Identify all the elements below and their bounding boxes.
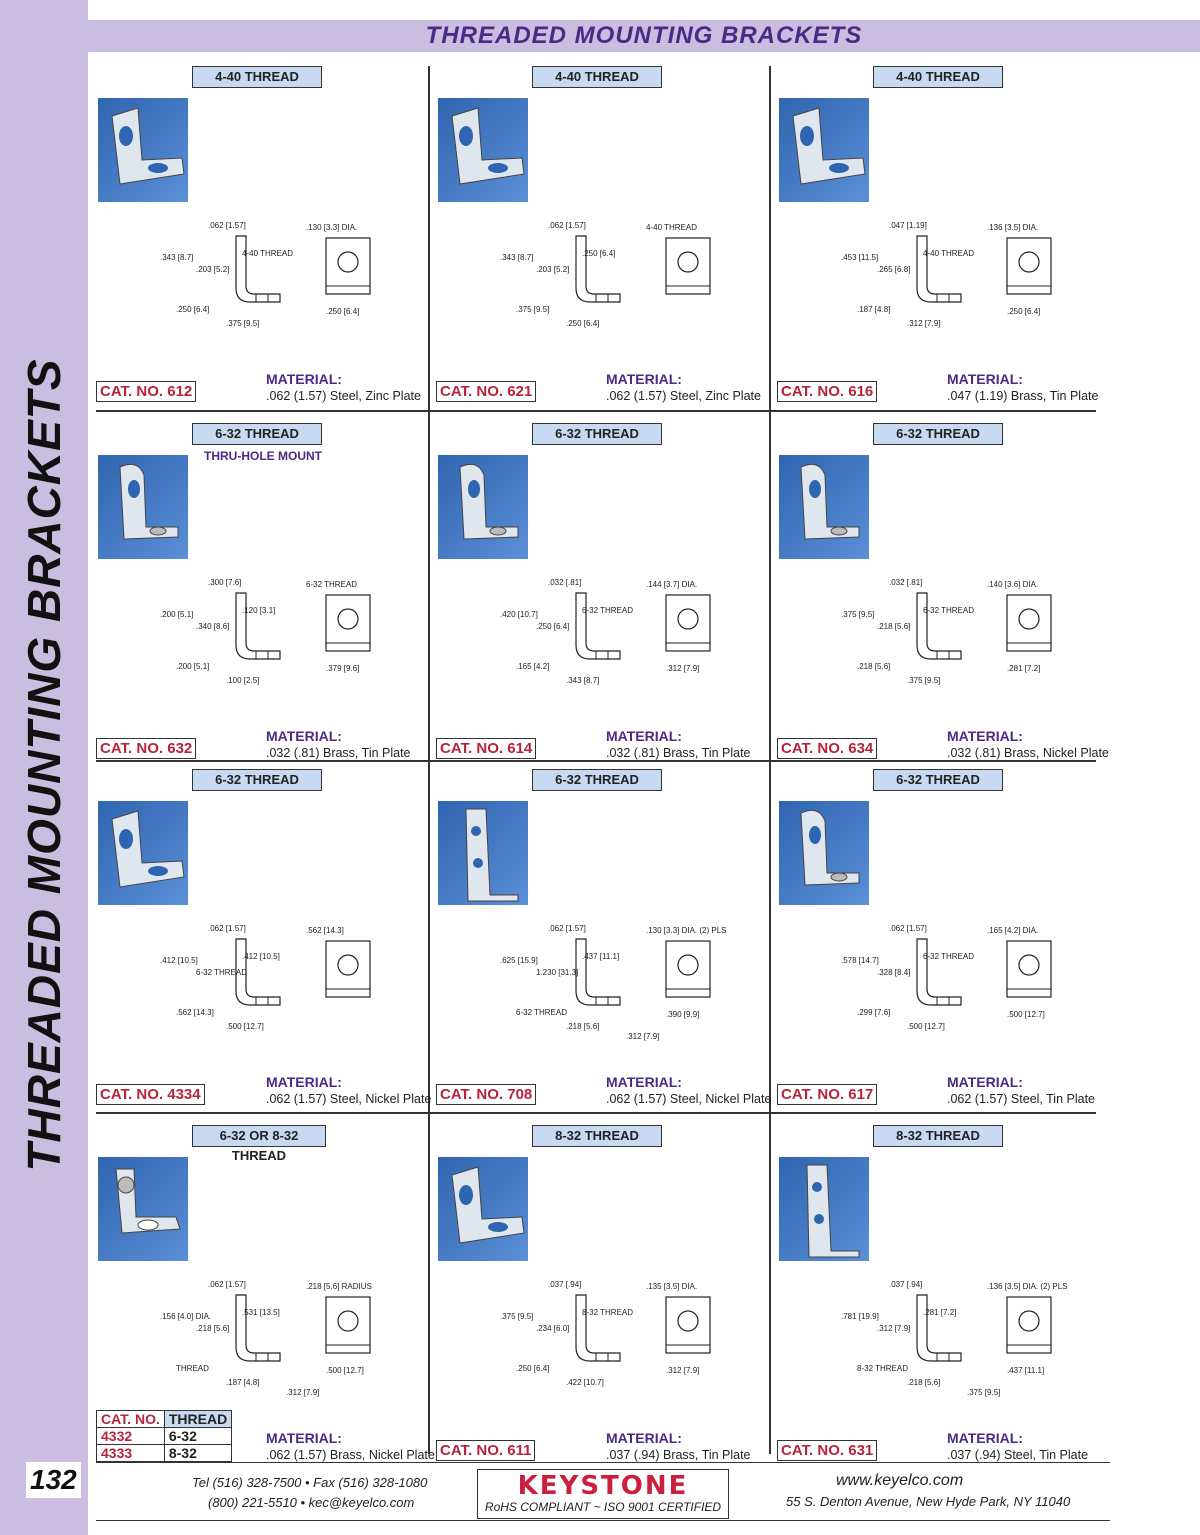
dimension-label: 1.230 [31.3] xyxy=(536,968,579,977)
dimension-label: .062 [1.57] xyxy=(208,924,246,933)
dimension-label: 4-40 THREAD xyxy=(646,223,697,232)
dimension-label: .265 [6.8] xyxy=(877,265,911,274)
material-heading: MATERIAL: xyxy=(266,728,342,744)
footer-divider xyxy=(96,1520,1110,1521)
dimension-label: 6-32 THREAD xyxy=(196,968,247,977)
thread-label: 6-32 OR 8-32 THREAD xyxy=(192,1125,326,1147)
dimension-label: .420 [10.7] xyxy=(500,610,538,619)
dimension-label: .328 [8.4] xyxy=(877,968,911,977)
dimension-drawing xyxy=(837,573,1117,743)
product-photo xyxy=(438,98,528,202)
material-heading: MATERIAL: xyxy=(266,1430,342,1446)
dimension-label: .312 [7.9] xyxy=(666,1366,700,1375)
material-heading: MATERIAL: xyxy=(266,371,342,387)
dimension-drawing xyxy=(496,216,776,386)
table-header: THREAD xyxy=(164,1411,231,1428)
thread-label: 6-32 THREAD xyxy=(532,769,662,791)
dimension-drawing xyxy=(496,919,776,1089)
dimension-label: .250 [6.4] xyxy=(536,622,570,631)
dimension-label: .062 [1.57] xyxy=(548,221,586,230)
product-photo xyxy=(98,455,188,559)
catalog-number: CAT. NO. 617 xyxy=(777,1084,877,1105)
material-heading: MATERIAL: xyxy=(606,728,682,744)
dimension-label: .135 [3.5] DIA. xyxy=(646,1282,698,1291)
dimension-label: 6-32 THREAD xyxy=(582,606,633,615)
material-spec: .037 (.94) Brass, Tin Plate xyxy=(606,1448,751,1462)
material-spec: .032 (.81) Brass, Tin Plate xyxy=(606,746,751,760)
thread-label: 6-32 THREAD xyxy=(873,769,1003,791)
dimension-label: .203 [5.2] xyxy=(196,265,230,274)
thread-label: 4-40 THREAD xyxy=(873,66,1003,88)
thread-label: 6-32 THREAD xyxy=(192,769,322,791)
dimension-label: .625 [15.9] xyxy=(500,956,538,965)
dimension-drawing xyxy=(837,919,1117,1089)
catalog-number: CAT. NO. 616 xyxy=(777,381,877,402)
product-cell xyxy=(96,769,432,1114)
mount-type-label: THRU-HOLE MOUNT xyxy=(204,449,322,463)
address: 55 S. Denton Avenue, New Hyde Park, NY 11040 xyxy=(786,1494,1071,1509)
material-spec: .062 (1.57) Steel, Nickel Plate xyxy=(266,1092,432,1106)
dimension-label: .218 [5.6] xyxy=(907,1378,941,1387)
material-heading: MATERIAL: xyxy=(947,371,1023,387)
material-spec: .062 (1.57) Steel, Tin Plate xyxy=(947,1092,1096,1106)
table-cell: 4333 xyxy=(97,1445,165,1462)
table-cell: 4332 xyxy=(97,1428,165,1445)
dimension-label: 8-32 THREAD xyxy=(582,1308,633,1317)
product-cell xyxy=(436,769,772,1114)
dimension-drawing xyxy=(837,216,1117,386)
dimension-label: .218 [5.6] RADIUS xyxy=(306,1282,372,1291)
catalog-number: CAT. NO. 621 xyxy=(436,381,536,402)
dimension-label: .578 [14.7] xyxy=(841,956,879,965)
dimension-label: .412 [10.5] xyxy=(160,956,198,965)
dimension-label: .218 [5.6] xyxy=(566,1022,600,1031)
product-cell xyxy=(777,423,1113,768)
dimension-label: .375 [9.5] xyxy=(500,1312,534,1321)
dimension-label: 8-32 THREAD xyxy=(857,1364,908,1373)
table-row xyxy=(97,1428,232,1445)
dimension-label: .343 [8.7] xyxy=(566,676,600,685)
material-heading: MATERIAL: xyxy=(947,728,1023,744)
dimension-label: 4-40 THREAD xyxy=(242,249,293,258)
page-title: THREADED MOUNTING BRACKETS xyxy=(425,22,863,49)
logo-box xyxy=(477,1469,729,1519)
table-header: CAT. NO. xyxy=(97,1411,165,1428)
dimension-label: .312 [7.9] xyxy=(286,1388,320,1397)
material-heading: MATERIAL: xyxy=(606,371,682,387)
dimension-drawing xyxy=(496,1275,776,1445)
product-cell xyxy=(436,423,772,768)
dimension-label: .379 [9.6] xyxy=(326,664,360,673)
product-cell xyxy=(436,1125,772,1470)
dimension-label: .781 [19.9] xyxy=(841,1312,879,1321)
material-spec: .062 (1.57) Steel, Zinc Plate xyxy=(606,389,761,403)
thread-label: 6-32 THREAD xyxy=(532,423,662,445)
table-cell: 6-32 xyxy=(164,1428,231,1445)
dimension-label: .218 [5.6] xyxy=(877,622,911,631)
material-spec: .047 (1.19) Brass, Tin Plate xyxy=(947,389,1099,403)
footer-phone: Tel (516) 328-7500 • Fax (516) 328-1080 xyxy=(192,1475,428,1490)
dimension-label: .437 [11.1] xyxy=(1007,1366,1045,1375)
product-cell xyxy=(777,769,1113,1114)
dimension-label: .422 [10.7] xyxy=(566,1378,604,1387)
website-link[interactable]: www.keyelco.com xyxy=(836,1472,964,1489)
product-photo xyxy=(438,801,528,905)
dimension-label: .500 [12.7] xyxy=(326,1366,364,1375)
dimension-label: .100 [2.5] xyxy=(226,676,260,685)
dimension-label: .062 [1.57] xyxy=(889,924,927,933)
dimension-label: .375 [9.5] xyxy=(841,610,875,619)
dimension-label: .187 [4.8] xyxy=(857,305,891,314)
material-spec: .062 (1.57) Steel, Nickel Plate xyxy=(606,1092,772,1106)
catalog-number: CAT. NO. 614 xyxy=(436,738,536,759)
product-cell xyxy=(96,423,432,768)
dimension-label: .250 [6.4] xyxy=(566,319,600,328)
dimension-label: .562 [14.3] xyxy=(306,926,344,935)
product-cell xyxy=(96,66,432,411)
footer-divider xyxy=(96,1462,1110,1463)
product-photo xyxy=(779,801,869,905)
product-photo xyxy=(98,801,188,905)
dimension-label: .144 [3.7] DIA. xyxy=(646,580,698,589)
dimension-label: .562 [14.3] xyxy=(176,1008,214,1017)
dimension-drawing xyxy=(837,1275,1117,1445)
dimension-label: .140 [3.6] DIA. xyxy=(987,580,1039,589)
catalog-number: CAT. NO. 632 xyxy=(96,738,196,759)
dimension-label: .300 [7.6] xyxy=(208,578,242,587)
dimension-drawing xyxy=(156,919,436,1089)
material-spec: .062 (1.57) Steel, Zinc Plate xyxy=(266,389,421,403)
dimension-label: .047 [1.19] xyxy=(889,221,927,230)
product-cell xyxy=(777,1125,1113,1470)
thread-label: 4-40 THREAD xyxy=(532,66,662,88)
dimension-label: .312 [7.9] xyxy=(626,1032,660,1041)
dimension-label: .218 [5.6] xyxy=(196,1324,230,1333)
dimension-label: .165 [4.2] xyxy=(516,662,550,671)
dimension-label: .203 [5.2] xyxy=(536,265,570,274)
dimension-label: .312 [7.9] xyxy=(907,319,941,328)
catalog-number: CAT. NO. 634 xyxy=(777,738,877,759)
material-heading: MATERIAL: xyxy=(606,1074,682,1090)
product-photo xyxy=(438,1157,528,1261)
catalog-table xyxy=(96,1410,232,1462)
thread-label: 8-32 THREAD xyxy=(873,1125,1003,1147)
page-number: 132 xyxy=(26,1462,81,1498)
dimension-label: .500 [12.7] xyxy=(226,1022,264,1031)
dimension-label: THREAD xyxy=(176,1364,209,1373)
dimension-label: .200 [5.1] xyxy=(176,662,210,671)
dimension-drawing xyxy=(156,216,436,386)
dimension-label: 4-40 THREAD xyxy=(923,249,974,258)
product-photo xyxy=(98,1157,188,1261)
dimension-label: .250 [6.4] xyxy=(326,307,360,316)
dimension-drawing xyxy=(156,573,436,743)
side-title: THREADED MOUNTING BRACKETS xyxy=(18,358,70,1172)
dimension-label: .218 [5.6] xyxy=(857,662,891,671)
dimension-label: .250 [6.4] xyxy=(1007,307,1041,316)
dimension-label: .343 [8.7] xyxy=(500,253,534,262)
dimension-label: .500 [12.7] xyxy=(907,1022,945,1031)
dimension-label: 6-32 THREAD xyxy=(923,606,974,615)
dimension-label: .136 [3.5] DIA. xyxy=(987,223,1039,232)
dimension-label: .312 [7.9] xyxy=(877,1324,911,1333)
catalog-number: CAT. NO. 4334 xyxy=(96,1084,205,1105)
dimension-label: .340 [8.6] xyxy=(196,622,230,631)
dimension-label: .032 [.81] xyxy=(548,578,582,587)
dimension-label: .062 [1.57] xyxy=(208,1280,246,1289)
dimension-label: .453 [11.5] xyxy=(841,253,879,262)
dimension-drawing xyxy=(496,573,776,743)
dimension-label: .250 [6.4] xyxy=(582,249,616,258)
dimension-label: .156 [4.0] DIA. xyxy=(160,1312,212,1321)
dimension-label: .375 [9.5] xyxy=(516,305,550,314)
material-spec: .062 (1.57) Brass, Nickel Plate xyxy=(266,1448,435,1462)
dimension-label: 6-32 THREAD xyxy=(923,952,974,961)
dimension-label: .187 [4.8] xyxy=(226,1378,260,1387)
product-photo xyxy=(779,455,869,559)
material-heading: MATERIAL: xyxy=(606,1430,682,1446)
dimension-label: .437 [11.1] xyxy=(582,952,620,961)
product-photo xyxy=(779,98,869,202)
thread-label: 8-32 THREAD xyxy=(532,1125,662,1147)
product-cell xyxy=(777,66,1113,411)
dimension-label: .032 [.81] xyxy=(889,578,923,587)
dimension-label: .281 [7.2] xyxy=(923,1308,957,1317)
dimension-label: .120 [3.1] xyxy=(242,606,276,615)
dimension-label: .200 [5.1] xyxy=(160,610,194,619)
dimension-label: .250 [6.4] xyxy=(516,1364,550,1373)
product-cell xyxy=(96,1125,435,1470)
dimension-label: .299 [7.6] xyxy=(857,1008,891,1017)
material-spec: .037 (.94) Steel, Tin Plate xyxy=(947,1448,1089,1462)
material-spec: .032 (.81) Brass, Tin Plate xyxy=(266,746,411,760)
dimension-label: .136 [3.5] DIA. (2) PLS xyxy=(987,1282,1068,1291)
dimension-label: .343 [8.7] xyxy=(160,253,194,262)
product-cell xyxy=(436,66,772,411)
dimension-label: .037 [.94] xyxy=(889,1280,923,1289)
material-heading: MATERIAL: xyxy=(947,1430,1023,1446)
catalog-number: CAT. NO. 612 xyxy=(96,381,196,402)
material-heading: MATERIAL: xyxy=(947,1074,1023,1090)
dimension-label: .500 [12.7] xyxy=(1007,1010,1045,1019)
dimension-label: .165 [4.2] DIA. xyxy=(987,926,1039,935)
dimension-label: .281 [7.2] xyxy=(1007,664,1041,673)
dimension-label: .375 [9.5] xyxy=(226,319,260,328)
dimension-label: .412 [10.5] xyxy=(242,952,280,961)
certification-text: RoHS COMPLIANT ~ ISO 9001 CERTIFIED xyxy=(484,1500,722,1514)
dimension-label: .375 [9.5] xyxy=(967,1388,1001,1397)
catalog-number: CAT. NO. 631 xyxy=(777,1440,877,1461)
dimension-label: .130 [3.3] DIA. xyxy=(306,223,358,232)
footer-email: (800) 221-5510 • kec@keyelco.com xyxy=(208,1495,415,1510)
sidebar xyxy=(0,0,88,1535)
thread-label: 6-32 THREAD xyxy=(192,423,322,445)
dimension-label: .234 [6.0] xyxy=(536,1324,570,1333)
table-cell: 8-32 xyxy=(164,1445,231,1462)
dimension-label: .250 [6.4] xyxy=(176,305,210,314)
dimension-label: .062 [1.57] xyxy=(208,221,246,230)
dimension-label: .062 [1.57] xyxy=(548,924,586,933)
product-photo xyxy=(438,455,528,559)
table-row xyxy=(97,1445,232,1462)
dimension-label: .037 [.94] xyxy=(548,1280,582,1289)
product-photo xyxy=(779,1157,869,1261)
catalog-number: CAT. NO. 611 xyxy=(436,1440,535,1461)
thread-label: 6-32 THREAD xyxy=(873,423,1003,445)
dimension-label: 6-32 THREAD xyxy=(306,580,357,589)
material-spec: .032 (.81) Brass, Nickel Plate xyxy=(947,746,1109,760)
dimension-label: .375 [9.5] xyxy=(907,676,941,685)
thread-label: 4-40 THREAD xyxy=(192,66,322,88)
dimension-label: .312 [7.9] xyxy=(666,664,700,673)
dimension-label: 6-32 THREAD xyxy=(516,1008,567,1017)
catalog-number: CAT. NO. 708 xyxy=(436,1084,536,1105)
dimension-label: .531 [13.5] xyxy=(242,1308,280,1317)
material-heading: MATERIAL: xyxy=(266,1074,342,1090)
dimension-label: .390 [9.9] xyxy=(666,1010,700,1019)
dimension-label: .130 [3.3] DIA. (2) PLS xyxy=(646,926,727,935)
product-photo xyxy=(98,98,188,202)
title-bar xyxy=(88,20,1200,52)
keystone-logo: KEYSTONE xyxy=(517,1471,689,1501)
